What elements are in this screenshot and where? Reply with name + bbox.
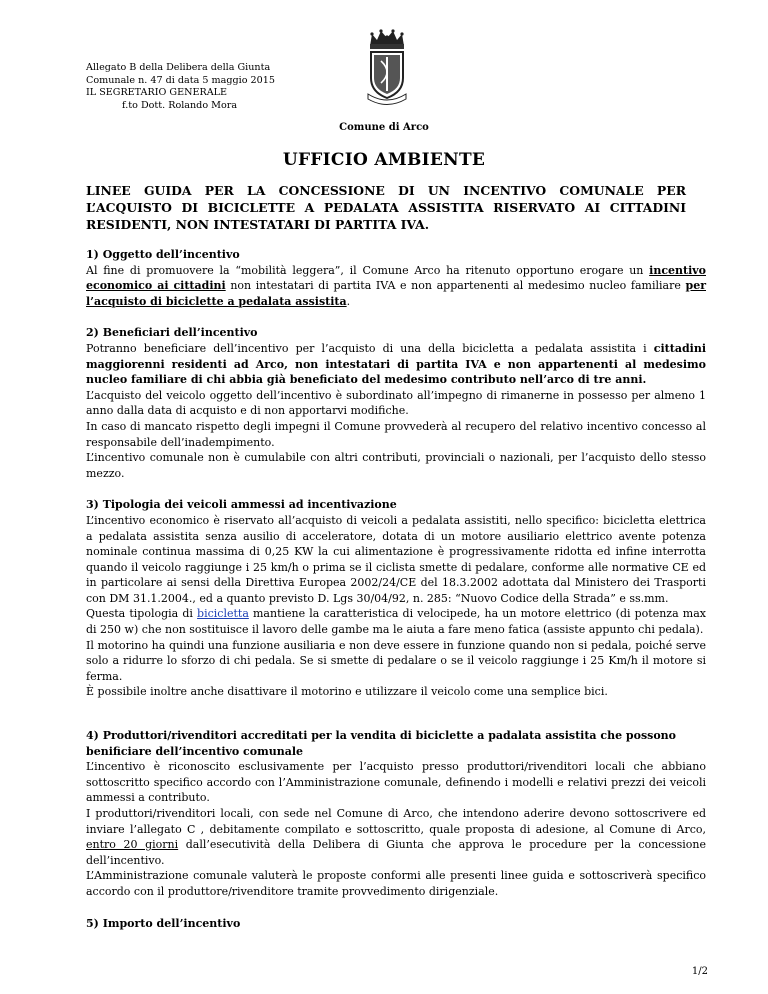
coat-of-arms-icon: [362, 28, 412, 108]
section-beneficiari: [86, 325, 706, 481]
section-heading: 2) Beneficiari dell’incentivo: [86, 326, 258, 340]
header-line: Allegato B della Delibera della Giunta: [86, 62, 271, 73]
text-run: I produttori/rivenditori locali, con sede nel Comune di Arco, che intendono aderire devono sottoscrivere ed inviare l’allegato C , debitamente compilato e sottoscritto, quale proposta di adesione, al Comune di Arco,: [86, 807, 706, 836]
text-run: Questa tipologia di: [86, 607, 198, 621]
section-heading: 5) Importo dell’incentivo: [86, 916, 241, 930]
paragraph: [86, 263, 706, 310]
emphasis-text: incentivo economico ai cittadini: [86, 263, 706, 293]
document-title: LINEE GUIDA PER LA CONCESSIONE DI UN INCENTIVO COMUNALE PER L’ACQUISTO DI BICICLETTE A PEDALATA ASSISTITA RISERVATO AI CITTADINI RESIDENTI, NON INTESTATARI DI PARTITA IVA.: [86, 183, 686, 232]
emphasis-text: per l’acquisto di biciclette a pedalata assistita: [86, 279, 706, 308]
paragraph: L’incentivo è riconoscito esclusivamente per l’acquisto presso produttori/rivenditori locali che abbiano sottoscritto specifico accordo con l’Amministrazione comunale, definendo i modelli e relativi prezzi dei veicoli ammessi a contributo.: [86, 760, 706, 805]
text-run: .: [346, 294, 351, 308]
section-heading: 3) Tipologia dei veicoli ammessi ad incentivazione: [86, 498, 397, 512]
section-importo: [86, 916, 706, 932]
bicicletta-link[interactable]: bicicletta: [197, 607, 249, 621]
section-oggetto: [86, 247, 706, 309]
header-line: IL SEGRETARIO GENERALE: [86, 87, 227, 98]
section-heading: 1) Oggetto dell’incentivo: [86, 248, 240, 261]
page-number: 1/2: [691, 966, 708, 977]
paragraph: L’acquisto del veicolo oggetto dell’incentivo è subordinato all’impegno di rimanerne in possesso per almeno 1 anno dalla data di acquisto e di non apportarvi modifiche.: [86, 388, 706, 418]
paragraph: [86, 341, 706, 388]
paragraph: L’Amministrazione comunale valuterà le proposte conformi alle presenti linee guida e sottoscriverà specifico accordo con il produttore/rivenditore tramite provvedimento dirigenziale.: [86, 869, 706, 898]
text-run: Potranno beneficiare dell’incentivo per l’acquisto di una della bicicletta a pedalata assistita i: [86, 341, 654, 355]
document-body: [86, 247, 706, 947]
paragraph: [86, 806, 706, 868]
underlined-text: entro 20 giorni: [86, 838, 179, 852]
text-run: non intestatari di partita IVA e non appartenenti al medesimo nucleo familiare: [225, 279, 686, 293]
emphasis-text: cittadini maggiorenni residenti ad Arco, non intestatari di partita IVA e non appartenenti al medesimo nucleo familiare di chi abbia già beneficiato del medesimo contributo nell’arco di tre anni.: [86, 341, 706, 387]
section-heading: 4) Produttori/rivenditori accreditati per la vendita di biciclette a padalata assistita che possono benificiare dell’incentivo comunale: [86, 729, 676, 758]
header-line: Comunale n. 47 di data 5 maggio 2015: [86, 74, 275, 86]
text-run: dall’esecutività della Delibera di Giunta che approva le procedure per la concessione dell’incentivo.: [86, 838, 706, 867]
paragraph: L’incentivo comunale non è cumulabile con altri contributi, provinciali o nazionali, per l’acquisto dello stesso mezzo.: [86, 451, 706, 480]
delibera-reference: [86, 62, 275, 112]
section-produttori: [86, 728, 706, 900]
header-line: f.to Dott. Rolando Mora: [122, 99, 238, 111]
office-title: UFFICIO AMBIENTE: [282, 150, 486, 170]
paragraph: [86, 606, 706, 637]
paragraph: Il motorino ha quindi una funzione ausiliaria e non deve essere in funzione quando non si pedala, poiché serve solo a ridurre lo sforzo di chi pedala. Se si smette di pedalare o se il veicolo raggiunge i 25 Km/h il motore si ferma.: [86, 638, 706, 683]
paragraph: In caso di mancato rispetto degli impegni il Comune provvederà al recupero del relativo incentivo concesso al responsabile dell’inadempimento.: [86, 419, 706, 449]
municipality-name: Comune di Arco: [339, 122, 429, 133]
text-run: mantiene la caratteristica di velocipede, ha un motore elettrico (di potenza max di 250 w) che non sostituisce il lavoro delle gambe ma le aiuta a fare meno fatica (assiste appunto chi pedala).: [86, 607, 706, 637]
section-tipologia: [86, 497, 706, 700]
text-run: Al fine di promuovere la “mobilità leggera”, il Comune Arco ha ritenuto opportuno erogare un: [86, 263, 650, 277]
paragraph: È possibile inoltre anche disattivare il motorino e utilizzare il veicolo come una semplice bici.: [86, 685, 608, 699]
paragraph: L’incentivo economico è riservato all’acquisto di veicoli a pedalata assistiti, nello specifico: bicicletta elettrica a pedalata assistita senza ausilio di acceleratore, dotata di un motore ausiliario elettrico avente potenza nominale continua massima di 0,25 KW la cui alimentazione è progressivamente ridotta ed infine interrotta quando il veicolo raggiunge i 25 km/h o prima se il ciclista smette di pedalare, conforme alle normative CE ed in particolare ai sensi della Direttiva Europea 2002/24/CE del 18.3.2002 adottata dal Ministero dei Trasporti con DM 31.1.2004., ed a quanto previsto D. Lgs 30/04/92, n. 285: “Nuovo Codice della Strada” e ss.mm.: [86, 513, 706, 605]
